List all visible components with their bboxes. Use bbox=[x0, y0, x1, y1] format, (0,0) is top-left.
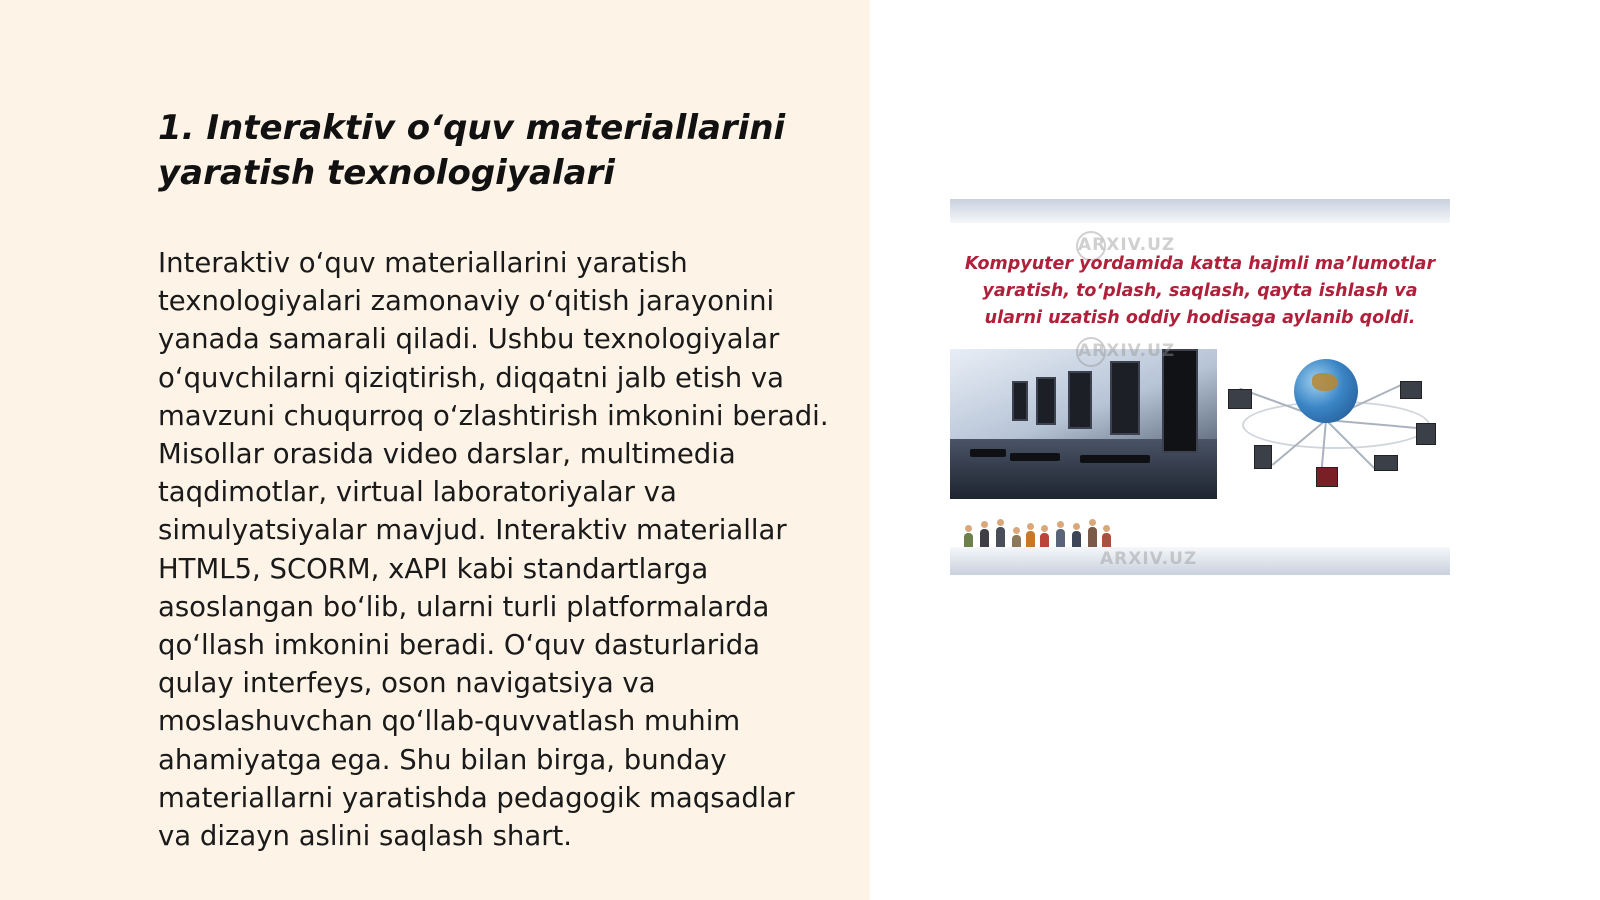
keyboard-icon bbox=[970, 449, 1006, 457]
phone-icon bbox=[1254, 445, 1272, 469]
tablet-icon bbox=[1316, 467, 1338, 487]
network-globe-graphic bbox=[1224, 359, 1444, 499]
monitor-icon bbox=[1012, 381, 1028, 421]
image-top-band bbox=[950, 199, 1450, 223]
keyboard-icon bbox=[1080, 455, 1150, 463]
globe-icon bbox=[1294, 359, 1358, 423]
monitor-icon bbox=[1068, 371, 1092, 429]
printer-icon bbox=[1228, 389, 1252, 409]
slide-illustration bbox=[950, 199, 1450, 575]
computer-lab-photo bbox=[950, 349, 1217, 499]
image-caption: Kompyuter yordamida katta hajmli ma’lumotlar yaratish, to‘plash, saqlash, qayta ishlash va ularni uzatish oddiy hodisaga aylanib qoldi. bbox=[964, 254, 1436, 328]
monitor-icon bbox=[1416, 423, 1436, 445]
computer-icon bbox=[1400, 381, 1422, 399]
slide-title: 1. Interaktiv o‘quv materiallarini yaratish texnologiyalari bbox=[158, 108, 786, 193]
keyboard-icon bbox=[1010, 453, 1060, 461]
laptop-icon bbox=[1374, 455, 1398, 471]
monitor-icon bbox=[1110, 361, 1140, 435]
watermark-text: ARXIV.UZ bbox=[1100, 549, 1198, 569]
monitor-icon bbox=[1036, 377, 1056, 425]
slide-body-text: Interaktiv o‘quv materiallarini yaratish texnologiyalari zamonaviy o‘qitish jarayonini yanada samarali qiladi. Ushbu texnologiyalar o‘quvchilarni qiziqtirish, diqqatni jalb etish va mavzuni chuqurroq o‘zlashtirish imkonini beradi. Misollar orasida video darslar, multimedia taqdimotlar, virtual laboratoriyalar va simulyatsiyalar mavjud. Interaktiv materiallar HTML5, SCORM, xAPI kabi standartlarga asoslangan bo‘lib, ularni turli platformalarda qo‘llash imkonini beradi. O‘quv dasturlarida qulay interfeys, oson navigatsiya va moslashuvchan qo‘llab-quvvatlash muhim ahamiyatga ega. Shu bilan birga, bunday materiallarni yaratishda pedagogik maqsadlar va dizayn aslini saqlash shart. bbox=[158, 247, 829, 853]
watermark-text: ARXIV.UZ bbox=[1078, 341, 1176, 361]
globe-continent bbox=[1312, 373, 1338, 391]
monitor-icon bbox=[1162, 349, 1198, 453]
watermark-text: ARXIV.UZ bbox=[1078, 235, 1176, 255]
image-bottom-band bbox=[950, 547, 1450, 575]
